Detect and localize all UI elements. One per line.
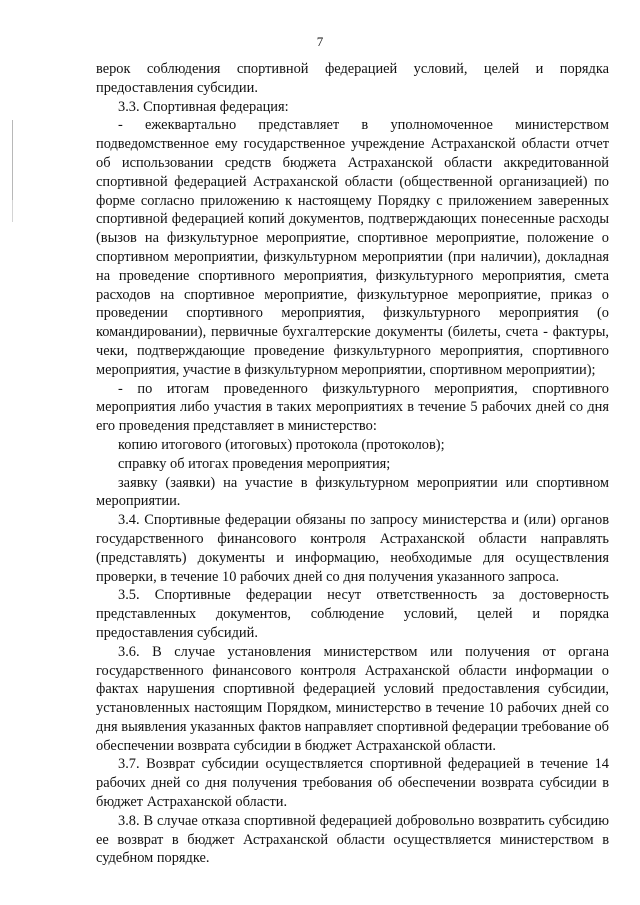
paragraph-3-8: 3.8. В случае отказа спортивной федерацией добровольно возвратить субсидию ее возврат в бюджет Астраханской области осуществляется министерством в судебном порядке.	[96, 812, 609, 867]
paragraph-3-6: 3.6. В случае установления министерством или получения от органа государственного финансового контроля Астраханской области информации о фактах нарушения спортивной федерацией условий предоставления субсидии, установленных настоящим Порядком, министерство в течение 10 рабочих дней со дня выявления указанных фактов направляет спортивной федерации требование об обеспечении возврата субсидии в бюджет Астраханской области.	[96, 643, 609, 754]
document-body	[96, 60, 609, 868]
paragraph-continuation: верок соблюдения спортивной федерацией условий, целей и порядка предоставления субсидии.	[96, 61, 609, 96]
scan-margin-line	[12, 120, 13, 200]
section-heading-3-3: 3.3. Спортивная федерация:	[118, 98, 289, 115]
list-item-protocol-copy: копию итогового (итоговых) протокола (протоколов);	[118, 436, 445, 453]
list-item-participation-application: заявку (заявки) на участие в физкультурном мероприятии или спортивном мероприятии.	[96, 474, 609, 510]
list-item-event-results: - по итогам проведенного физкультурного мероприятия, спортивного мероприятия либо участия в таких мероприятиях в течение 5 рабочих дней со дня его проведения представляет в министерство:	[96, 380, 609, 435]
paragraph-3-7: 3.7. Возврат субсидии осуществляется спортивной федерацией в течение 14 рабочих дней со дня получения требования об обеспечении возврата субсидии в бюджет Астраханской области.	[96, 756, 609, 811]
paragraph-3-5: 3.5. Спортивные федерации несут ответственность за достоверность представленных документов, соблюдение условий, целей и порядка предоставления субсидий.	[96, 587, 609, 641]
scan-margin-line	[12, 200, 13, 222]
list-item-quarterly-report: - ежеквартально представляет в уполномоченное министерством подведомственное ему государственное учреждение Астраханской области отчет об использовании средств бюджета Астраханской области аккредитованной спортивной федерацией Астраханской области (общественной организацией) по форме согласно приложению к настоящему Порядку с приложением заверенных спортивной федерацией копий документов, подтверждающих понесенные расходы (вызов на физкультурное мероприятие, спортивное мероприятие, положение о спортивном мероприятии, физкультурном мероприятии (при наличии), докладная на проведение спортивного мероприятия, физкультурного мероприятия, смета расходов на спортивное мероприятие, физкультурное мероприятие, приказ о проведении спортивного мероприятия, физкультурного мероприятия (о командировании), первичные бухгалтерские документы (билеты, счета - фактуры, чеки, подтверждающие проведение физкультурного мероприятия, спортивного мероприятия, участие в физкультурном мероприятии, спортивном мероприятии);	[96, 117, 609, 378]
list-item-results-reference: справку об итогах проведения мероприятия;	[118, 455, 391, 472]
page-number: 7	[316, 34, 324, 49]
paragraph-3-4: 3.4. Спортивные федерации обязаны по запросу министерства и (или) органов государственного финансового контроля Астраханской области направлять (представлять) документы и информацию, необходимые для осуществления проверки, в течение 10 рабочих дней со дня получения указанного запроса.	[96, 512, 609, 585]
